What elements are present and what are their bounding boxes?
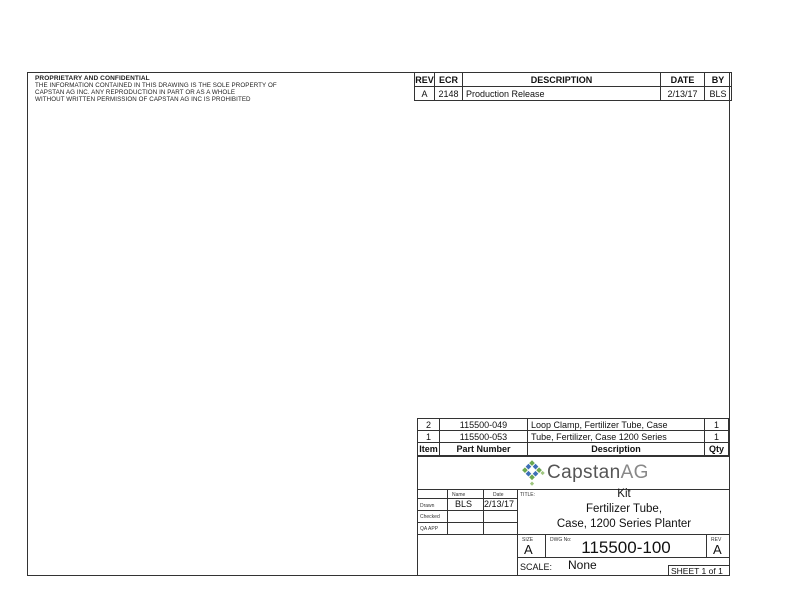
divider <box>483 489 484 534</box>
logo-suffix: AG <box>620 462 649 483</box>
dwg-number-label: DWG No: <box>550 537 572 543</box>
capstan-diamond-logo-icon <box>519 460 545 486</box>
size-label: SIZE <box>522 537 534 543</box>
divider <box>668 565 669 576</box>
notice-line: THE INFORMATION CONTAINED IN THIS DRAWING IS THE SOLE PROPERTY OF <box>35 82 277 89</box>
scale-label: SCALE: <box>520 562 553 572</box>
description-header: Description <box>528 443 705 456</box>
divider <box>417 534 517 535</box>
qty-header: Qty <box>705 443 729 456</box>
drawn-label: Drawn <box>420 503 435 509</box>
bill-of-materials <box>417 418 729 456</box>
date-cell: 2/13/17 <box>661 87 705 101</box>
item-cell: 1 <box>418 431 440 443</box>
name-column-label: Name <box>452 492 466 498</box>
item-cell: 2 <box>418 419 440 431</box>
divider <box>417 522 517 523</box>
title-line: Kit <box>617 488 631 500</box>
by-header: BY <box>705 73 732 87</box>
description-header: DESCRIPTION <box>463 73 661 87</box>
notice-line: WITHOUT WRITTEN PERMISSION OF CAPSTAN AG INC IS PROHIBITED <box>35 96 251 103</box>
bom-row <box>418 419 729 431</box>
notice-title: PROPRIETARY AND CONFIDENTIAL <box>35 75 150 82</box>
divider <box>706 534 707 557</box>
part-number-cell: 115500-049 <box>440 419 528 431</box>
bom-row <box>418 431 729 443</box>
divider <box>417 510 517 511</box>
description-cell: Loop Clamp, Fertilizer Tube, Case <box>528 419 705 431</box>
rev-label: REV <box>711 537 722 543</box>
qa-approval-label: QA APP <box>420 526 439 532</box>
rev-header: REV <box>415 74 434 85</box>
date-column-label: Date <box>493 492 504 498</box>
part-number-header: Part Number <box>440 443 528 456</box>
ecr-header: ECR <box>435 73 463 87</box>
revision-header-row <box>415 73 732 87</box>
company-logo <box>519 459 649 487</box>
bom-header-row <box>418 443 729 456</box>
title-line: Case, 1200 Series Planter <box>556 518 692 530</box>
drawn-name: BLS <box>455 499 473 509</box>
part-number-cell: 115500-053 <box>440 431 528 443</box>
drawn-date: 2/13/17 <box>484 499 515 509</box>
checked-label: Checked <box>420 514 440 520</box>
ecr-cell: 2148 <box>435 87 463 101</box>
description-cell: Production Release <box>463 87 661 101</box>
date-header: DATE <box>661 73 705 87</box>
qty-cell: 1 <box>705 431 729 443</box>
size-value: A <box>524 542 533 557</box>
rev-cell: A <box>415 87 435 101</box>
logo-name: Capstan <box>547 462 621 483</box>
revision-row <box>415 87 732 101</box>
title-label: TITLE: <box>520 492 536 498</box>
sheet-number: SHEET 1 of 1 <box>671 566 723 576</box>
description-cell: Tube, Fertilizer, Case 1200 Series <box>528 431 705 443</box>
by-cell: BLS <box>705 87 732 101</box>
title-line: Fertilizer Tube, <box>585 503 663 515</box>
drawing-number: 115500-100 <box>581 538 671 557</box>
rev-value: A <box>713 542 722 557</box>
scale-value: None <box>568 558 597 572</box>
notice-line: CAPSTAN AG INC. ANY REPRODUCTION IN PART OR AS A WHOLE <box>35 89 236 96</box>
divider <box>517 534 730 535</box>
revision-table <box>414 72 732 101</box>
qty-cell: 1 <box>705 419 729 431</box>
divider <box>447 489 448 534</box>
item-header: Item <box>419 444 438 454</box>
proprietary-notice <box>35 75 365 103</box>
